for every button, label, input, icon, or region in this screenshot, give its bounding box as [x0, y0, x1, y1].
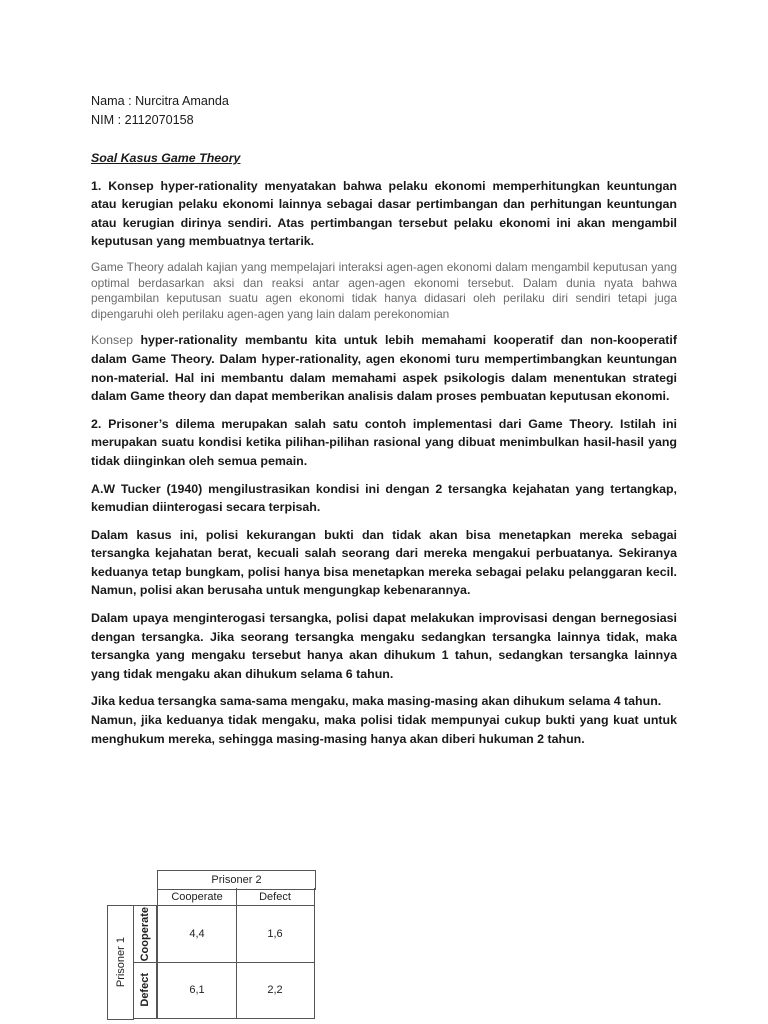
paragraph-konsep	[91, 331, 677, 405]
row-player-label: Prisoner 1	[107, 905, 134, 1020]
paragraph-q1: 1. Konsep hyper-rationality menyatakan bahwa pelaku ekonomi memperhitungkan keuntungan atau kerugian pelaku ekonomi lainnya sebagai dasar pertimbangan dan perhitungan keuntungan atau kerugian dirinya sendiri. Atas pertimbangan tersebut pelaku ekonomi ini akan mengambil keputusan yang membuatnya tertarik.	[91, 178, 677, 249]
paragraph-game-theory-definition: Game Theory adalah kajian yang mempelajari interaksi agen-agen ekonomi dalam mengambil keputusan yang optimal berdasarkan aksi dan reaksi antar agen-agen ekonomi tersebut. Dalam dunia nyata bahwa pengambilan keputusan suatu agen ekonomi tidak hanya didasari oleh perilaku diri sendiri tetapi juga dipengaruhi oleh perilaku agen-agen yang lain dalam perekonomian	[91, 259, 677, 321]
col-label-cooperate: Cooperate	[157, 888, 237, 906]
payoff-cell-cc: 4,4	[157, 905, 237, 963]
paragraph-kedua-1: Jika kedua tersangka sama-sama mengaku, maka masing-masing akan dihukum selama 4 tahun.	[91, 694, 662, 709]
payoff-cell-dc: 6,1	[157, 962, 237, 1019]
document-body	[91, 92, 677, 748]
payoff-matrix	[107, 870, 315, 1020]
paragraph-kasus: Dalam kasus ini, polisi kekurangan bukti dan tidak akan bisa menetapkan mereka sebagai tersangka kejahatan berat, kecuali salah seorang dari mereka mengakui perbuatanya. Sekiranya keduanya tetap bungkam, polisi hanya bisa menetapkan mereka sebagai pelaku pelanggaran kecil. Namun, polisi akan berusaha untuk mengungkap kebenarannya.	[91, 527, 677, 598]
payoff-cell-cd: 1,6	[236, 905, 315, 963]
document-title: Soal Kasus Game Theory	[91, 151, 241, 165]
paragraph-kedua-2: Namun, jika keduanya tidak mengaku, maka polisi tidak mempunyai cukup bukti yang kuat untuk menghukum mereka, sehingga masing-masing hanya akan diberi hukuman 2 tahun.	[91, 713, 677, 746]
paragraph-upaya: Dalam upaya menginterogasi tersangka, polisi dapat melakukan improvisasi dengan bernegosiasi dengan tersangka. Jika seorang tersangka mengaku sedangkan tersangka lainnya tidak, maka tersangka yang mengaku tersebut hanya akan dihukum 1 tahun, sedangkan tersangka lainnya yang tidak mengaku akan dihukum selama 6 tahun.	[91, 611, 677, 681]
row-label-cooperate: Cooperate	[133, 905, 157, 963]
col-label-defect: Defect	[236, 888, 315, 906]
konsep-rest: hyper-rationality membantu kita untuk lebih memahami kooperatif dan non-kooperatif dalam Game Theory. Dalam hyper-rationality, agen ekonomi turu mempertimbangkan keuntungan non-material. Hal ini membantu dalam memahami aspek psikologis dalam menentukan strategi dalam Game theory dan dapat memberikan analisis dalam proses pembuatan keputusan ekonomi.	[91, 333, 677, 404]
payoff-cell-dd: 2,2	[236, 962, 315, 1019]
student-name: Nama : Nurcitra Amanda	[91, 94, 229, 108]
row-label-defect: Defect	[133, 962, 157, 1019]
col-player-label: Prisoner 2	[157, 870, 316, 890]
paragraph-q2: 2. Prisoner’s dilema merupakan salah satu contoh implementasi dari Game Theory. Istilah ini merupakan suatu kondisi ketika pilihan-pilihan rasional yang dibuat menimbulkan hasil-hasil yang tidak diinginkan oleh semua pemain.	[91, 416, 677, 468]
paragraph-tucker: A.W Tucker (1940) mengilustrasikan kondisi ini dengan 2 tersangka kejahatan yang tertangkap, kemudian diinterogasi secara terpisah.	[91, 481, 677, 515]
student-nim: NIM : 2112070158	[91, 113, 194, 127]
konsep-lead: Konsep	[91, 333, 141, 348]
